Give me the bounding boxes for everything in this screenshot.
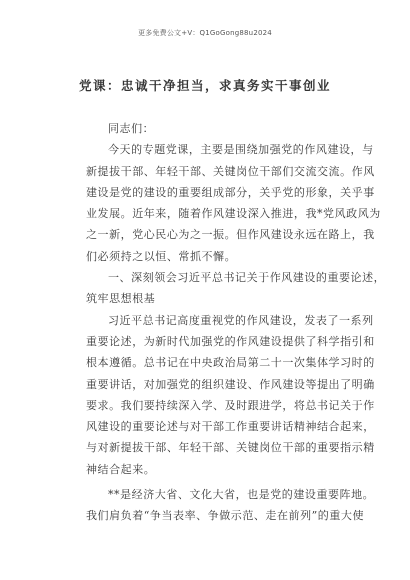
header-note: 更多免费公文+V：Q1GoGong88u2024 bbox=[138, 29, 272, 37]
paragraph-line: 业发展。近年来，随着作风建设深入推进，我*党风政风为 bbox=[86, 207, 381, 221]
paragraph-2 bbox=[86, 310, 375, 480]
paragraph-line: 重要讲话，对加强党的组织建设、作风建设等提出了明确 bbox=[86, 377, 375, 391]
paragraph-line: 神结合起来。 bbox=[86, 462, 156, 476]
paragraph-line: 风建设的重要论述与对干部工作重要讲话精神结合起来， bbox=[86, 420, 375, 434]
paragraph-line: 要求。我们要持续深入学、及时跟进学，将总书记关于作 bbox=[86, 398, 375, 412]
paragraph-line: 与对新提拔干部、年轻干部、关键岗位干部的重要指示精 bbox=[86, 441, 375, 455]
paragraph-1 bbox=[86, 139, 381, 267]
paragraph-line: **是经济大省、文化大省，也是党的建设重要阵地。 bbox=[108, 488, 375, 502]
heading-line: 一、深刻领会习近平总书记关于作风建设的重要论述， bbox=[108, 271, 386, 285]
paragraph-line: 们必须持之以恒、常抓不懈。 bbox=[86, 249, 237, 263]
paragraph-line: 新提拔干部、年轻干部、关键岗位干部们交流交流。作风 bbox=[86, 164, 375, 178]
salutation: 同志们： bbox=[108, 122, 155, 135]
paragraph-line: 根本遵循。总书记在中央政治局第二十一次集体学习时的 bbox=[86, 356, 375, 370]
paragraph-line: 建设是党的建设的重要组成部分，关乎党的形象，关乎事 bbox=[86, 185, 375, 199]
paragraph-line: 今天的专题党课，主要是围绕加强党的作风建设，与 bbox=[108, 143, 374, 157]
document-body bbox=[86, 118, 386, 527]
heading-line: 筑牢思想根基 bbox=[86, 292, 156, 306]
paragraph-3 bbox=[86, 484, 375, 527]
paragraph-line: 我们肩负着“争当表率、争做示范、走在前列”的重大使 bbox=[86, 509, 364, 523]
section-heading-1 bbox=[86, 267, 386, 310]
paragraph-line: 重要论述，为新时代加强党的作风建设提供了科学指引和 bbox=[86, 334, 375, 348]
paragraph-line: 习近平总书记高度重视党的作风建设，发表了一系列 bbox=[108, 313, 374, 327]
document-title: 党课：忠诚干净担当，求真务实干事创业 bbox=[78, 78, 331, 93]
paragraph-line: 之一新，党心民心为之一振。但作风建设永远在路上，我 bbox=[86, 228, 375, 242]
